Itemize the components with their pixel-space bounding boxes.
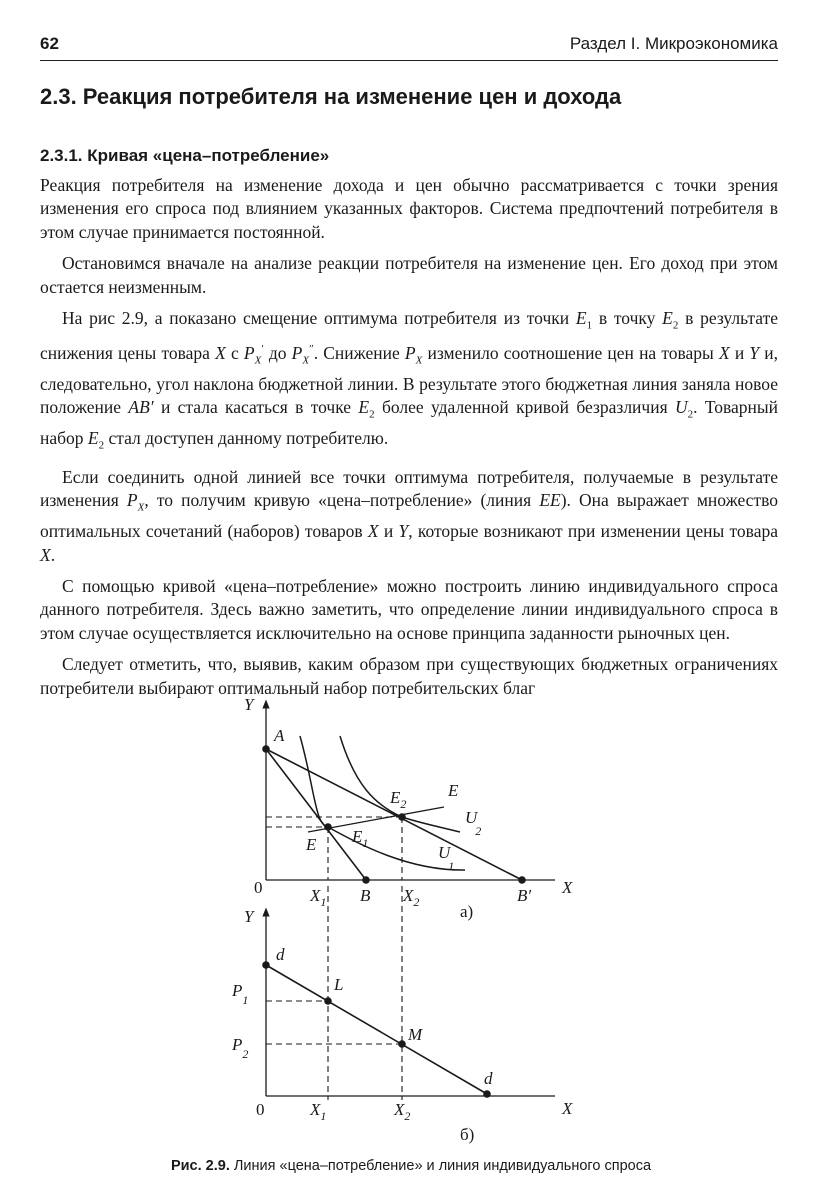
figure-svg	[0, 690, 822, 1155]
bottom-label-X1: $X_1$	[310, 1100, 327, 1123]
page-header	[40, 30, 778, 61]
section-title: 2.3. Реакция потребителя на изменение цен и дохода	[40, 84, 622, 109]
paragraph-6: Следует отметить, что, выявив, каким образом при существующих бюджетных ограничениях потребители выбирают оптимальный набор потребительских благ	[40, 654, 778, 698]
label-U1: U 1	[438, 843, 455, 873]
label-M: M	[408, 1025, 423, 1044]
point-B	[362, 876, 370, 884]
paragraph-3: На рис 2.9, а показано смещение оптимума потребителя из точки $E_1$ в точку $E_2$ в результате снижения цены товара X с $P_X'$ до $P_X''$. Снижение $P_X$ изменило соотношение цен на товары X и Y и, следовательно, угол наклона бюджетной линии. В результате этого бюджетная линия заняла новое положение AB′ и стала касаться в точке $E_2$ более удаленной кривой безразличия $U_2$. Товарный набор $E_2$ стал доступен данному потребителю.	[40, 308, 778, 452]
point-E1	[324, 823, 332, 831]
running-title: Раздел I. Микроэкономика	[569, 34, 778, 53]
figure-caption	[0, 1158, 822, 1174]
label-E-curve: E	[448, 781, 459, 800]
subsection-title: 2.3.1. Кривая «цена–потребление»	[40, 146, 330, 165]
bottom-origin-label: 0	[256, 1100, 265, 1119]
label-B-prime: B′	[517, 886, 532, 905]
label-L: L	[334, 975, 344, 994]
label-d-top: d	[276, 945, 285, 964]
label-E-left: E	[306, 835, 317, 854]
body-text	[40, 174, 778, 708]
point-M	[398, 1040, 406, 1048]
label-d-bottom: d	[484, 1069, 493, 1088]
top-label-X2: $X_2$	[403, 886, 420, 909]
panel-b-label: б)	[460, 1125, 475, 1144]
label-P2: $P_2$	[232, 1035, 249, 1061]
top-x-label: X	[562, 878, 573, 897]
point-d-bottom	[483, 1090, 491, 1098]
caption-label: Рис. 2.9.	[170, 1158, 230, 1174]
label-P1: $P_1$	[232, 981, 249, 1007]
point-E2	[398, 813, 406, 821]
top-label-X1: $X_1$	[310, 886, 327, 909]
label-E1: $E_1$	[352, 827, 369, 850]
panel-b	[231, 907, 573, 1144]
paragraph-5: С помощью кривой «цена–потребление» можно построить линию индивидуального спроса данного потребителя. Здесь важно заметить, что определение линии индивидуального спроса в этом случае осуществляется исключительно на основе принципа заданности рыночных цен.	[40, 576, 778, 643]
label-E2: $E_2$	[390, 788, 407, 811]
label-A: A	[274, 726, 285, 745]
point-A	[262, 745, 270, 753]
budget-line-AB-prime	[266, 749, 522, 880]
point-L	[324, 997, 332, 1005]
panel-a	[244, 695, 573, 921]
demand-line	[266, 965, 487, 1094]
label-B: B	[360, 886, 371, 905]
bottom-label-X2: $X_2$	[394, 1100, 411, 1123]
figure-2-9	[0, 690, 822, 1155]
page-number: 62	[40, 34, 59, 53]
paragraph-4: Если соединить одной линией все точки оптимума потребителя, получаемые в результате изменения $P_X$, то получим кривую «цена–потребление» (линия EE). Она выражает множество оптимальных сочетаний (наборов) товаров X и Y, которые возникают при изменении цены товара X.	[40, 466, 778, 565]
label-U2: U 2	[465, 808, 482, 838]
paragraph-1: Реакция потребителя на изменение дохода и цен обычно рассматривается с точки зрения изменения его спроса под влиянием указанных факторов. Система предпочтений потребителя в этом случае принимается постоянной.	[40, 175, 778, 242]
budget-line-AB	[266, 749, 369, 880]
bottom-y-label: Y	[244, 907, 254, 926]
point-B-prime	[518, 876, 526, 884]
point-d-top	[262, 961, 270, 969]
top-origin-label: 0	[254, 878, 263, 897]
caption-text: Линия «цена–потребление» и линия индивидуального спроса	[233, 1158, 652, 1174]
top-y-label: Y	[244, 695, 254, 714]
paragraph-2: Остановимся вначале на анализе реакции потребителя на изменение цен. Его доход при этом остается неизменным.	[40, 253, 778, 297]
bottom-x-label: X	[562, 1099, 573, 1118]
panel-a-label: а)	[460, 902, 474, 921]
